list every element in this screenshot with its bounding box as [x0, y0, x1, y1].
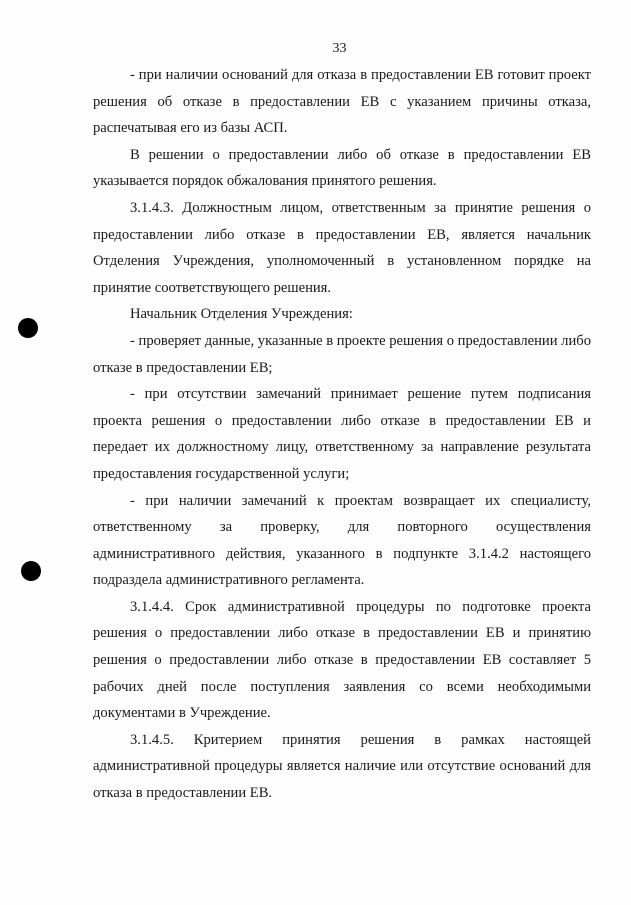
page-number: 33: [332, 41, 347, 56]
punch-hole-mark: [18, 318, 38, 338]
punch-hole-mark: [21, 561, 41, 581]
document-body: [93, 62, 591, 807]
paragraph-3-1-4-4: 3.1.4.4. Срок административной процедуры по подготовке проекта решения о предоставлении либо отказе в предоставлении ЕВ и принятию решения о предоставлении либо отказе в предоставлении ЕВ составляет 5 рабочих дней после поступления заявления со всеми необходимыми документами в Учреждение.: [93, 598, 591, 722]
paragraph-3-1-4-3: 3.1.4.3. Должностным лицом, ответственным за принятие решения о предоставлении либо отказе в предоставлении ЕВ, является начальник Отделения Учреждения, уполномоченный в установленном порядке на принятие соответствующего решения.: [93, 199, 591, 296]
paragraph-appeal-procedure: В решении о предоставлении либо об отказе в предоставлении ЕВ указывается порядок обжалования принятого решения.: [93, 146, 591, 190]
paragraph-3-1-4-5: 3.1.4.5. Критерием принятия решения в рамках настоящей административной процедуры является наличие или отсутствие оснований для отказа в предоставлении ЕВ.: [93, 731, 591, 802]
paragraph-no-remarks: - при отсутствии замечаний принимает решение путем подписания проекта решения о предоставлении либо отказе в предоставлении ЕВ и передает их должностному лицу, ответственному за направление результата предоставления государственной услуги;: [93, 386, 591, 482]
paragraph-checks-data: - проверяет данные, указанные в проекте решения о предоставлении либо отказе в предоставлении ЕВ;: [93, 332, 591, 376]
paragraph-refusal-draft: - при наличии оснований для отказа в предоставлении ЕВ готовит проект решения об отказе в предоставлении ЕВ с указанием причины отказа, распечатывая его из базы АСП.: [93, 67, 591, 137]
paragraph-with-remarks: - при наличии замечаний к проектам возвращает их специалисту, ответственному за проверку, для повторного осуществления административного действия, указанного в подпункте 3.1.4.2 настоящего подраздела административного регламента.: [93, 492, 591, 589]
paragraph-head-of-department: Начальник Отделения Учреждения:: [130, 306, 353, 323]
